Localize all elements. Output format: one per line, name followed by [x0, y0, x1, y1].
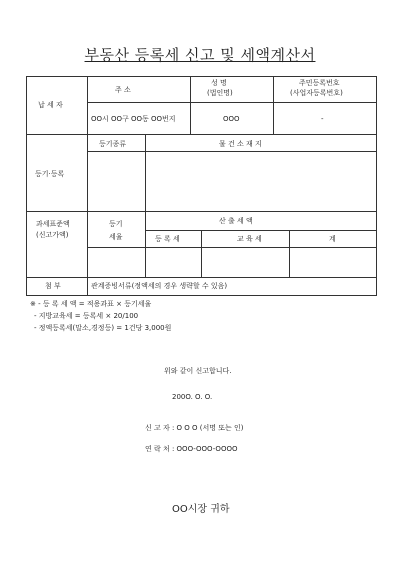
col-line	[289, 230, 290, 277]
declaration-text: 위와 같이 신고합니다.	[164, 367, 232, 375]
property-location-header: 물 건 소 재 지	[219, 140, 262, 148]
declarant-line: 신 고 자 : O O O (서명 또는 인)	[145, 424, 244, 432]
name-value: OOO	[223, 115, 240, 123]
col-line	[87, 77, 88, 277]
col-line	[273, 77, 274, 134]
education-tax-col: 교 육 세	[237, 235, 262, 243]
row-line	[27, 134, 377, 135]
row-line	[87, 102, 377, 103]
id-header-sub: (사업자등록번호)	[290, 89, 343, 97]
name-header: 성 명	[211, 79, 227, 87]
declaration-date: 200O. O. O.	[172, 393, 213, 401]
calculated-tax-header: 산 출 세 액	[219, 217, 253, 225]
tax-base-label-sub: (신고가액)	[36, 231, 69, 239]
address-value: OO시 OO구 OO동 OO번지	[91, 115, 176, 123]
contact-line: 연 락 처 : OOO-OOO-OOOO	[145, 445, 238, 453]
document-title: 부동산 등록세 신고 및 세액계산서	[84, 46, 316, 64]
registration-type-header: 등기종류	[99, 140, 127, 148]
declaration-table	[26, 76, 377, 296]
notes	[30, 298, 171, 334]
registration-tax-col: 등 록 세	[155, 235, 180, 243]
row-line	[27, 211, 377, 212]
registration-rate-label: 등기	[109, 220, 123, 228]
row-line	[87, 247, 377, 248]
attachment-label: 첨 부	[45, 282, 61, 290]
note-item: ※ - 등 록 세 액 = 적용과표 × 등기세율	[30, 300, 152, 308]
note-item: - 지방교육세 = 등록세 × 20/100	[34, 312, 139, 320]
addressee: OO시장 귀하	[172, 504, 230, 515]
tax-base-label: 과세표준액	[36, 220, 70, 228]
col-line	[190, 77, 191, 134]
note-item: - 정액등록세(말소,경정등) = 1건당 3,000원	[34, 324, 172, 332]
taxpayer-label: 납 세 자	[38, 101, 63, 109]
col-line	[145, 134, 146, 277]
total-col: 계	[329, 235, 336, 243]
name-header-sub: (법인명)	[207, 89, 233, 97]
id-value: -	[321, 115, 324, 123]
row-line	[145, 230, 377, 231]
id-header: 주민등록번호	[299, 79, 340, 87]
row-line	[87, 151, 377, 152]
address-header: 주 소	[115, 86, 131, 94]
registration-rate-label-sub: 세율	[109, 233, 123, 241]
col-line	[87, 277, 88, 296]
registration-label: 등기·등록	[35, 170, 65, 178]
col-line	[201, 230, 202, 277]
attachment-value: 관계증빙서류(정액세의 경우 생략할 수 있음)	[91, 282, 228, 290]
row-line	[27, 277, 377, 278]
